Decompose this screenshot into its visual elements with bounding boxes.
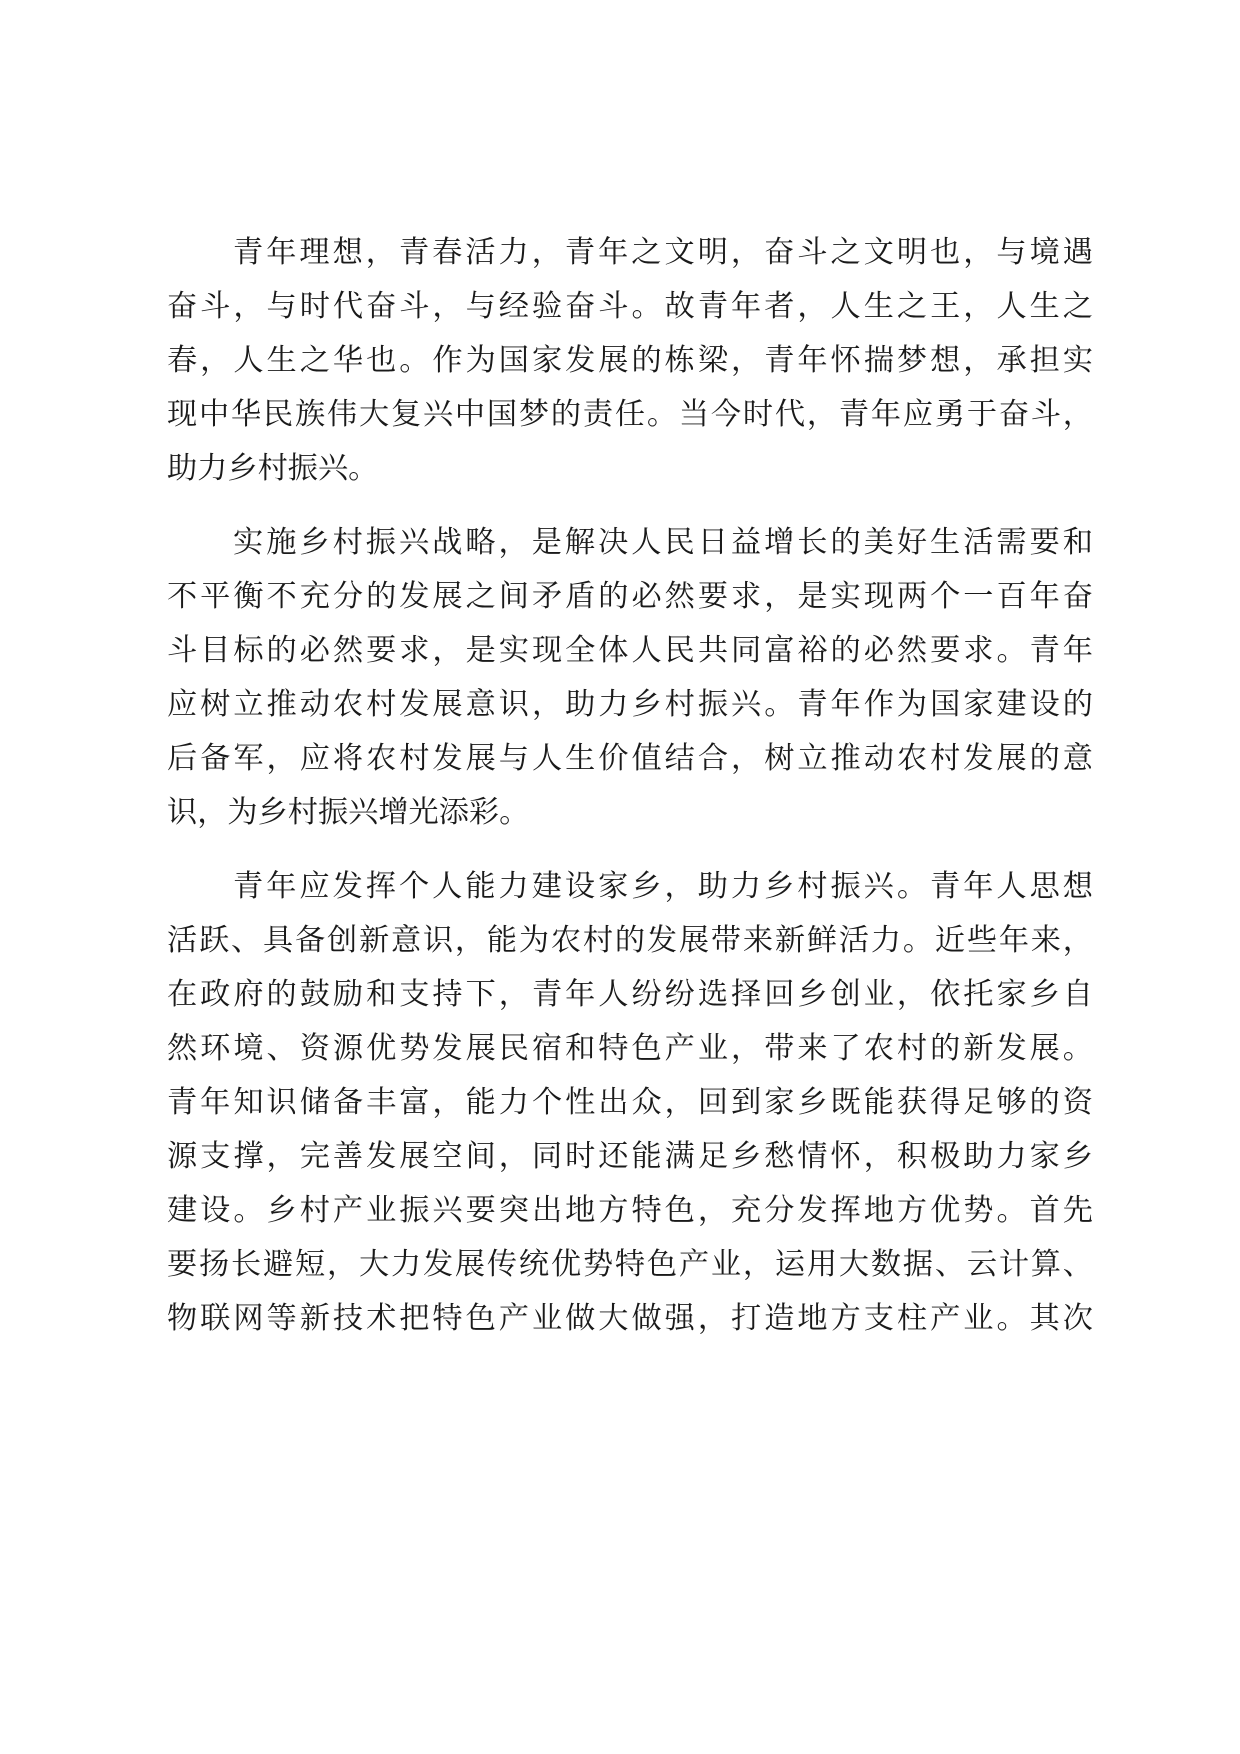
text-line: 助力乡村振兴。	[167, 451, 379, 486]
text-line: 识，为乡村振兴增光添彩。	[167, 795, 530, 830]
paragraph-2	[167, 516, 1093, 840]
text-line: 在政府的鼓励和支持下，青年人纷纷选择回乡创业，依托家乡自	[167, 977, 1093, 1012]
text-line: 青年理想，青春活力，青年之文明，奋斗之文明也，与境遇	[233, 235, 1093, 270]
body-text	[167, 226, 1093, 1366]
text-line: 奋斗，与时代奋斗，与经验奋斗。故青年者，人生之王，人生之	[167, 289, 1093, 324]
text-line: 斗目标的必然要求，是实现全体人民共同富裕的必然要求。青年	[167, 633, 1093, 668]
text-line: 应树立推动农村发展意识，助力乡村振兴。青年作为国家建设的	[167, 687, 1093, 722]
text-line: 实施乡村振兴战略，是解决人民日益增长的美好生活需要和	[233, 525, 1093, 560]
text-line: 然环境、资源优势发展民宿和特色产业，带来了农村的新发展。	[167, 1031, 1093, 1066]
text-line: 源支撑，完善发展空间，同时还能满足乡愁情怀，积极助力家乡	[167, 1139, 1093, 1174]
text-line: 不平衡不充分的发展之间矛盾的必然要求，是实现两个一百年奋	[167, 579, 1093, 614]
text-line: 物联网等新技术把特色产业做大做强，打造地方支柱产业。其次	[167, 1301, 1093, 1336]
text-line: 后备军，应将农村发展与人生价值结合，树立推动农村发展的意	[167, 741, 1093, 776]
text-line: 现中华民族伟大复兴中国梦的责任。当今时代，青年应勇于奋斗，	[167, 397, 1093, 432]
text-line: 活跃、具备创新意识，能为农村的发展带来新鲜活力。近些年来，	[167, 923, 1093, 958]
text-line: 青年知识储备丰富，能力个性出众，回到家乡既能获得足够的资	[167, 1085, 1093, 1120]
paragraph-3	[167, 860, 1093, 1346]
text-line: 春，人生之华也。作为国家发展的栋梁，青年怀揣梦想，承担实	[167, 343, 1093, 378]
text-line: 要扬长避短，大力发展传统优势特色产业，运用大数据、云计算、	[167, 1247, 1093, 1282]
text-line: 青年应发挥个人能力建设家乡，助力乡村振兴。青年人思想	[233, 869, 1093, 904]
text-line: 建设。乡村产业振兴要突出地方特色，充分发挥地方优势。首先	[167, 1193, 1093, 1228]
paragraph-1	[167, 226, 1093, 496]
